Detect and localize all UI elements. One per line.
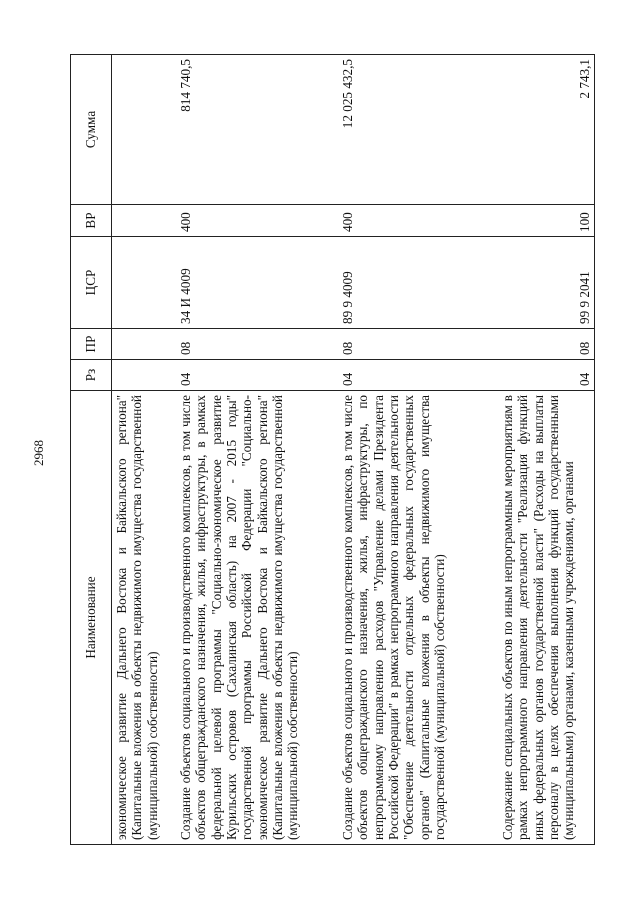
row-pr: 08 <box>176 329 338 360</box>
row-pr <box>112 329 177 360</box>
header-name: Наименование <box>71 391 112 845</box>
row-name: Создание объектов социального и производственного комплексов, в том числе объектов общегражданского назначения, жилья, инфраструктуры, по непрограммному направлению расходов "Управление делами Президента Российской Федерации" в рамках непрограммного направления деятельности "Обеспечение деятельности отдельных федеральных государственных органов" (Капитальные вложения в объекты недвижимого имущества государственной (муниципальной) собственности) <box>338 391 498 845</box>
table-row <box>176 55 338 845</box>
row-csr: 99 9 2041 <box>498 237 595 329</box>
row-csr: 34 И 4009 <box>176 237 338 329</box>
row-vr: 400 <box>176 205 338 237</box>
row-sum: 814 740,5 <box>176 55 338 205</box>
table-row <box>338 55 498 845</box>
budget-table-sheet <box>70 55 595 845</box>
page-number <box>24 438 54 468</box>
table-header-row <box>71 55 112 845</box>
table-row <box>112 55 177 845</box>
header-csr: ЦСР <box>71 237 112 329</box>
budget-table <box>70 54 595 845</box>
row-rz: 04 <box>498 360 595 391</box>
row-sum: 12 025 432,5 <box>338 55 498 205</box>
table-row <box>498 55 595 845</box>
row-sum <box>112 55 177 205</box>
header-sum: Сумма <box>71 55 112 205</box>
row-rz <box>112 360 177 391</box>
header-vr: ВР <box>71 205 112 237</box>
row-vr <box>112 205 177 237</box>
row-csr: 89 9 4009 <box>338 237 498 329</box>
row-pr: 08 <box>498 329 595 360</box>
row-sum: 2 743,1 <box>498 55 595 205</box>
row-name: экономическое развитие Дальнего Востока и Байкальского региона" (Капитальные вложения в объекты недвижимого имущества государственной (муниципальной) собственности) <box>112 391 177 845</box>
row-name: Создание объектов социального и производственного комплексов, в том числе объектов общегражданского назначения, жилья, инфраструктуры, в рамках федеральной целевой программы "Социально-экономическое развитие Курильских островов (Сахалинская область) на 2007 - 2015 годы" государственной программы Российской Федерации "Социально-экономическое развитие Дальнего Востока и Байкальского региона" (Капитальные вложения в объекты недвижимого имущества государственной (муниципальной) собственности) <box>176 391 338 845</box>
header-pr: ПР <box>71 329 112 360</box>
page-number-text: 2968 <box>31 440 46 466</box>
row-rz: 04 <box>176 360 338 391</box>
row-vr: 400 <box>338 205 498 237</box>
row-rz: 04 <box>338 360 498 391</box>
header-rz: Рз <box>71 360 112 391</box>
row-name: Содержание специальных объектов по иным непрограммным мероприятиям в рамках непрограммного направления деятельности "Реализация функций иных федеральных органов государственной власти" (Расходы на выплаты персоналу в целях обеспечения выполнения функций государственными (муниципальными) органами, казенными учреждениями, органами <box>498 391 595 845</box>
row-csr <box>112 237 177 329</box>
row-pr: 08 <box>338 329 498 360</box>
row-vr: 100 <box>498 205 595 237</box>
